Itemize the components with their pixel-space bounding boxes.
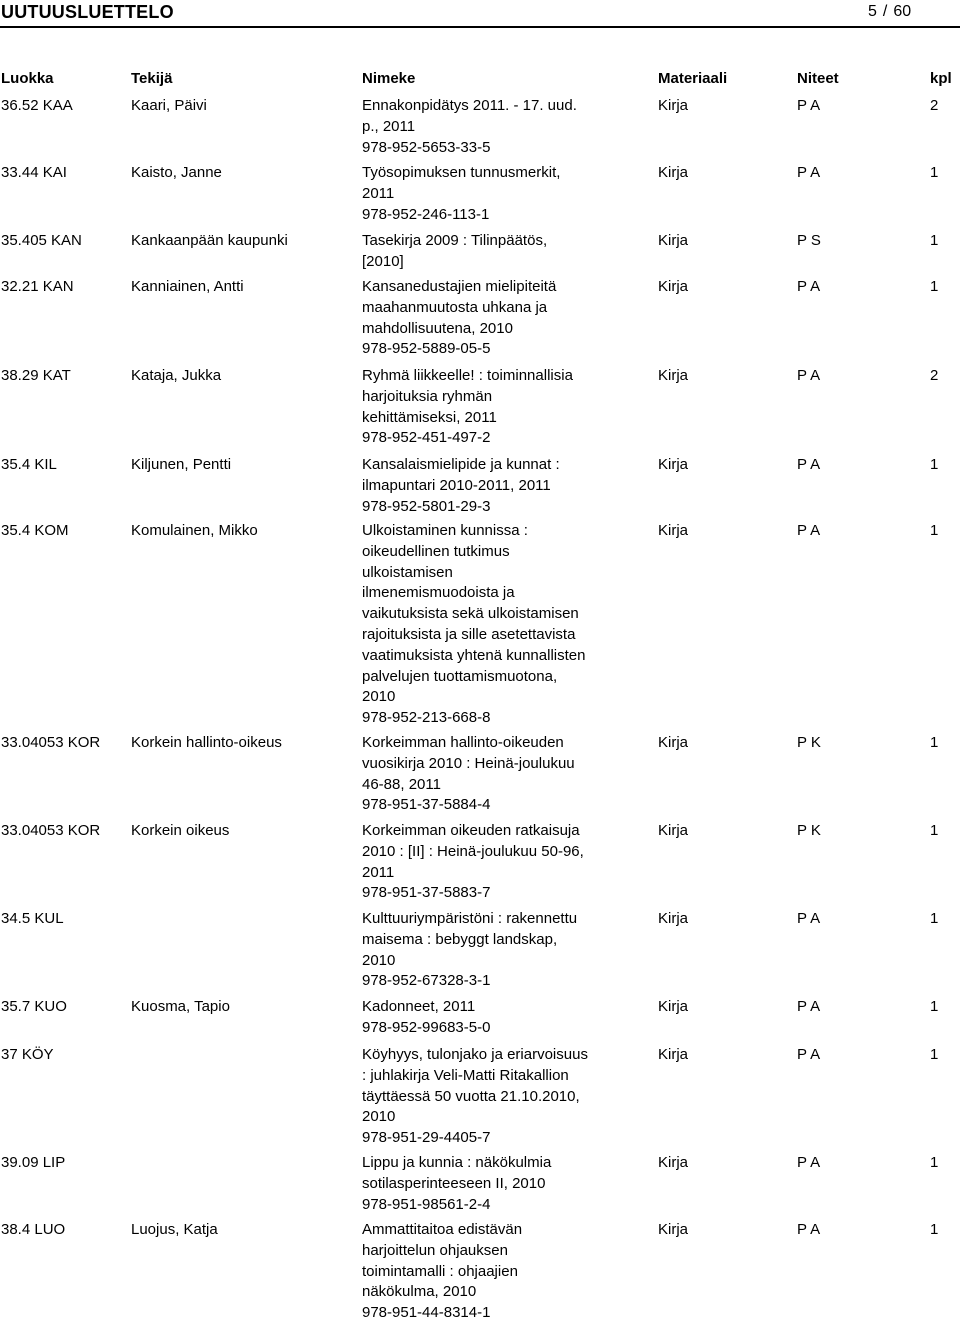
- cell-nimeke: [362, 277, 652, 360]
- cell-nimeke: [362, 455, 652, 517]
- cell-kpl: 1: [930, 910, 939, 927]
- cell-materiaali: Kirja: [658, 998, 689, 1015]
- nimeke-line: 978-951-37-5884-4: [362, 796, 491, 814]
- nimeke-line: ulkoistamisen: [362, 563, 453, 581]
- cell-kpl: 1: [930, 1221, 939, 1238]
- cell-materiaali: Kirja: [658, 522, 689, 539]
- nimeke-line: Ennakonpidätys 2011. - 17. uud.: [362, 97, 577, 114]
- cell-niteet: P A: [797, 1046, 821, 1063]
- cell-niteet: P A: [797, 367, 821, 384]
- cell-tekija: Kiljunen, Pentti: [131, 456, 232, 473]
- cell-kpl: 2: [930, 367, 939, 384]
- cell-tekija: Kaari, Päivi: [131, 97, 207, 114]
- nimeke-line: 978-951-29-4405-7: [362, 1129, 491, 1147]
- nimeke-line: 46-88, 2011: [362, 775, 441, 793]
- cell-materiaali: Kirja: [658, 1221, 689, 1238]
- column-header-nimeke: Nimeke: [362, 70, 416, 87]
- nimeke-line: 978-952-67328-3-1: [362, 972, 491, 990]
- nimeke-line: p., 2011: [362, 117, 416, 135]
- cell-nimeke: [362, 231, 652, 273]
- cell-tekija: Kanniainen, Antti: [131, 278, 244, 295]
- column-header-tekija: Tekijä: [131, 70, 173, 87]
- nimeke-line: ilmapuntari 2010-2011, 2011: [362, 476, 551, 494]
- cell-nimeke: [362, 163, 652, 225]
- cell-kpl: 1: [930, 164, 939, 181]
- cell-niteet: P A: [797, 1154, 821, 1171]
- current-page: 5: [868, 3, 877, 20]
- cell-tekija: Kaisto, Janne: [131, 164, 222, 181]
- cell-luokka: 33.44 KAI: [1, 164, 67, 181]
- cell-luokka: 36.52 KAA: [1, 97, 73, 114]
- nimeke-line: 2010: [362, 1108, 396, 1126]
- cell-kpl: 1: [930, 1154, 939, 1171]
- cell-materiaali: Kirja: [658, 822, 689, 839]
- cell-niteet: P A: [797, 910, 821, 927]
- cell-tekija: Korkein hallinto-oikeus: [131, 734, 282, 751]
- cell-niteet: P K: [797, 734, 821, 751]
- nimeke-line: maisema : bebyggt landskap,: [362, 930, 558, 948]
- nimeke-line: vaatimuksista yhtenä kunnallisten: [362, 646, 586, 664]
- cell-luokka: 35.4 KOM: [1, 522, 69, 539]
- nimeke-line: vuosikirja 2010 : Heinä-joulukuu: [362, 754, 575, 772]
- nimeke-line: Ammattitaitoa edistävän: [362, 1221, 523, 1238]
- nimeke-line: palvelujen tuottamismuotona,: [362, 667, 558, 685]
- nimeke-line: näkökulma, 2010: [362, 1283, 477, 1301]
- nimeke-line: 2010: [362, 951, 396, 969]
- nimeke-line: täyttäessä 50 vuotta 21.10.2010,: [362, 1087, 580, 1105]
- nimeke-line: Tasekirja 2009 : Tilinpäätös,: [362, 232, 548, 249]
- cell-materiaali: Kirja: [658, 1046, 689, 1063]
- cell-tekija: Kataja, Jukka: [131, 367, 222, 384]
- nimeke-line: : juhlakirja Veli-Matti Ritakallion: [362, 1066, 569, 1084]
- cell-materiaali: Kirja: [658, 278, 689, 295]
- nimeke-line: 2011: [362, 184, 395, 202]
- nimeke-line: maahanmuutosta uhkana ja: [362, 298, 548, 316]
- nimeke-line: Ryhmä liikkeelle! : toiminnallisia: [362, 367, 573, 384]
- document-title: UUTUUSLUETTELO: [1, 2, 174, 22]
- cell-nimeke: [362, 366, 652, 449]
- cell-tekija: Kankaanpään kaupunki: [131, 232, 288, 249]
- cell-kpl: 1: [930, 734, 939, 751]
- cell-luokka: 33.04053 KOR: [1, 822, 101, 839]
- cell-nimeke: [362, 96, 652, 158]
- cell-luokka: 35.4 KIL: [1, 456, 57, 473]
- column-header-kpl: kpl: [930, 70, 952, 87]
- nimeke-line: Köyhyys, tulonjako ja eriarvoisuus: [362, 1046, 588, 1063]
- nimeke-line: 2011: [362, 863, 395, 881]
- cell-nimeke: [362, 821, 652, 904]
- nimeke-line: Kansanedustajien mielipiteitä: [362, 278, 557, 295]
- nimeke-line: sotilasperinteeseen II, 2010: [362, 1174, 546, 1192]
- nimeke-line: 978-952-213-668-8: [362, 709, 491, 727]
- cell-materiaali: Kirja: [658, 164, 689, 181]
- cell-niteet: P S: [797, 232, 821, 249]
- cell-kpl: 1: [930, 998, 939, 1015]
- column-header-luokka: Luokka: [1, 70, 54, 87]
- cell-nimeke: [362, 521, 652, 729]
- cell-niteet: P A: [797, 164, 821, 181]
- nimeke-line: harjoituksia ryhmän: [362, 387, 493, 405]
- cell-luokka: 33.04053 KOR: [1, 734, 101, 751]
- cell-materiaali: Kirja: [658, 1154, 689, 1171]
- cell-niteet: P A: [797, 278, 821, 295]
- cell-niteet: P A: [797, 998, 821, 1015]
- cell-tekija: Komulainen, Mikko: [131, 522, 258, 539]
- nimeke-line: Korkeimman hallinto-oikeuden: [362, 734, 564, 751]
- cell-niteet: P K: [797, 822, 821, 839]
- cell-kpl: 1: [930, 522, 939, 539]
- nimeke-line: kehittämiseksi, 2011: [362, 408, 497, 426]
- nimeke-line: Korkeimman oikeuden ratkaisuja: [362, 822, 580, 839]
- total-pages: 60: [893, 3, 912, 20]
- nimeke-line: Ulkoistaminen kunnissa :: [362, 522, 528, 539]
- cell-nimeke: [362, 1220, 652, 1324]
- cell-nimeke: [362, 997, 652, 1039]
- cell-materiaali: Kirja: [658, 232, 689, 249]
- nimeke-line: 978-952-5889-05-5: [362, 340, 491, 358]
- column-header-niteet: Niteet: [797, 70, 839, 87]
- cell-kpl: 1: [930, 1046, 939, 1063]
- cell-nimeke: [362, 1045, 652, 1149]
- column-header-materiaali: Materiaali: [658, 70, 728, 87]
- nimeke-line: [2010]: [362, 252, 404, 270]
- header-rule: [0, 26, 960, 28]
- cell-kpl: 1: [930, 822, 939, 839]
- nimeke-line: toimintamalli : ohjaajien: [362, 1262, 518, 1280]
- nimeke-line: Työsopimuksen tunnusmerkit,: [362, 164, 561, 181]
- cell-luokka: 38.4 LUO: [1, 1221, 66, 1238]
- cell-materiaali: Kirja: [658, 97, 689, 114]
- cell-nimeke: [362, 1153, 652, 1215]
- nimeke-line: 978-952-246-113-1: [362, 205, 490, 223]
- cell-luokka: 35.405 KAN: [1, 232, 82, 249]
- nimeke-line: mahdollisuutena, 2010: [362, 319, 513, 337]
- cell-materiaali: Kirja: [658, 367, 689, 384]
- nimeke-line: 978-952-99683-5-0: [362, 1018, 491, 1036]
- nimeke-line: 978-951-37-5883-7: [362, 884, 491, 902]
- cell-niteet: P A: [797, 1221, 821, 1238]
- cell-tekija: Korkein oikeus: [131, 822, 230, 839]
- cell-kpl: 1: [930, 456, 939, 473]
- nimeke-line: oikeudellinen tutkimus: [362, 542, 510, 560]
- nimeke-line: 978-951-44-8314-1: [362, 1304, 491, 1322]
- nimeke-line: vaikutuksista sekä ulkoistamisen: [362, 605, 579, 623]
- cell-niteet: P A: [797, 97, 821, 114]
- cell-luokka: 37 KÖY: [1, 1046, 54, 1063]
- nimeke-line: 978-952-5653-33-5: [362, 138, 491, 156]
- cell-kpl: 2: [930, 97, 939, 114]
- cell-materiaali: Kirja: [658, 734, 689, 751]
- nimeke-line: rajoituksista ja sille asetettavista: [362, 625, 576, 643]
- page-separator: /: [882, 3, 888, 20]
- cell-kpl: 1: [930, 232, 939, 249]
- cell-materiaali: Kirja: [658, 910, 689, 927]
- cell-tekija: Luojus, Katja: [131, 1221, 218, 1238]
- cell-kpl: 1: [930, 278, 939, 295]
- cell-luokka: 32.21 KAN: [1, 278, 74, 295]
- cell-niteet: P A: [797, 456, 821, 473]
- cell-materiaali: Kirja: [658, 456, 689, 473]
- cell-luokka: 39.09 LIP: [1, 1154, 66, 1171]
- page-number: [868, 3, 911, 21]
- nimeke-line: 2010 : [II] : Heinä-joulukuu 50-96,: [362, 842, 584, 860]
- cell-nimeke: [362, 909, 652, 992]
- cell-luokka: 35.7 KUO: [1, 998, 67, 1015]
- nimeke-line: 978-952-5801-29-3: [362, 497, 491, 515]
- nimeke-line: 2010: [362, 688, 396, 706]
- nimeke-line: Kadonneet, 2011: [362, 998, 476, 1015]
- nimeke-line: 978-951-98561-2-4: [362, 1195, 491, 1213]
- page-header: [0, 0, 960, 24]
- cell-luokka: 38.29 KAT: [1, 367, 71, 384]
- nimeke-line: 978-952-451-497-2: [362, 429, 491, 447]
- nimeke-line: Kansalaismielipide ja kunnat :: [362, 456, 560, 473]
- nimeke-line: harjoittelun ohjauksen: [362, 1241, 508, 1259]
- cell-tekija: Kuosma, Tapio: [131, 998, 230, 1015]
- nimeke-line: Lippu ja kunnia : näkökulmia: [362, 1154, 552, 1171]
- cell-luokka: 34.5 KUL: [1, 910, 64, 927]
- nimeke-line: ilmenemismuodoista ja: [362, 584, 515, 602]
- nimeke-line: Kulttuuriympäristöni : rakennettu: [362, 910, 578, 927]
- cell-nimeke: [362, 733, 652, 816]
- cell-niteet: P A: [797, 522, 821, 539]
